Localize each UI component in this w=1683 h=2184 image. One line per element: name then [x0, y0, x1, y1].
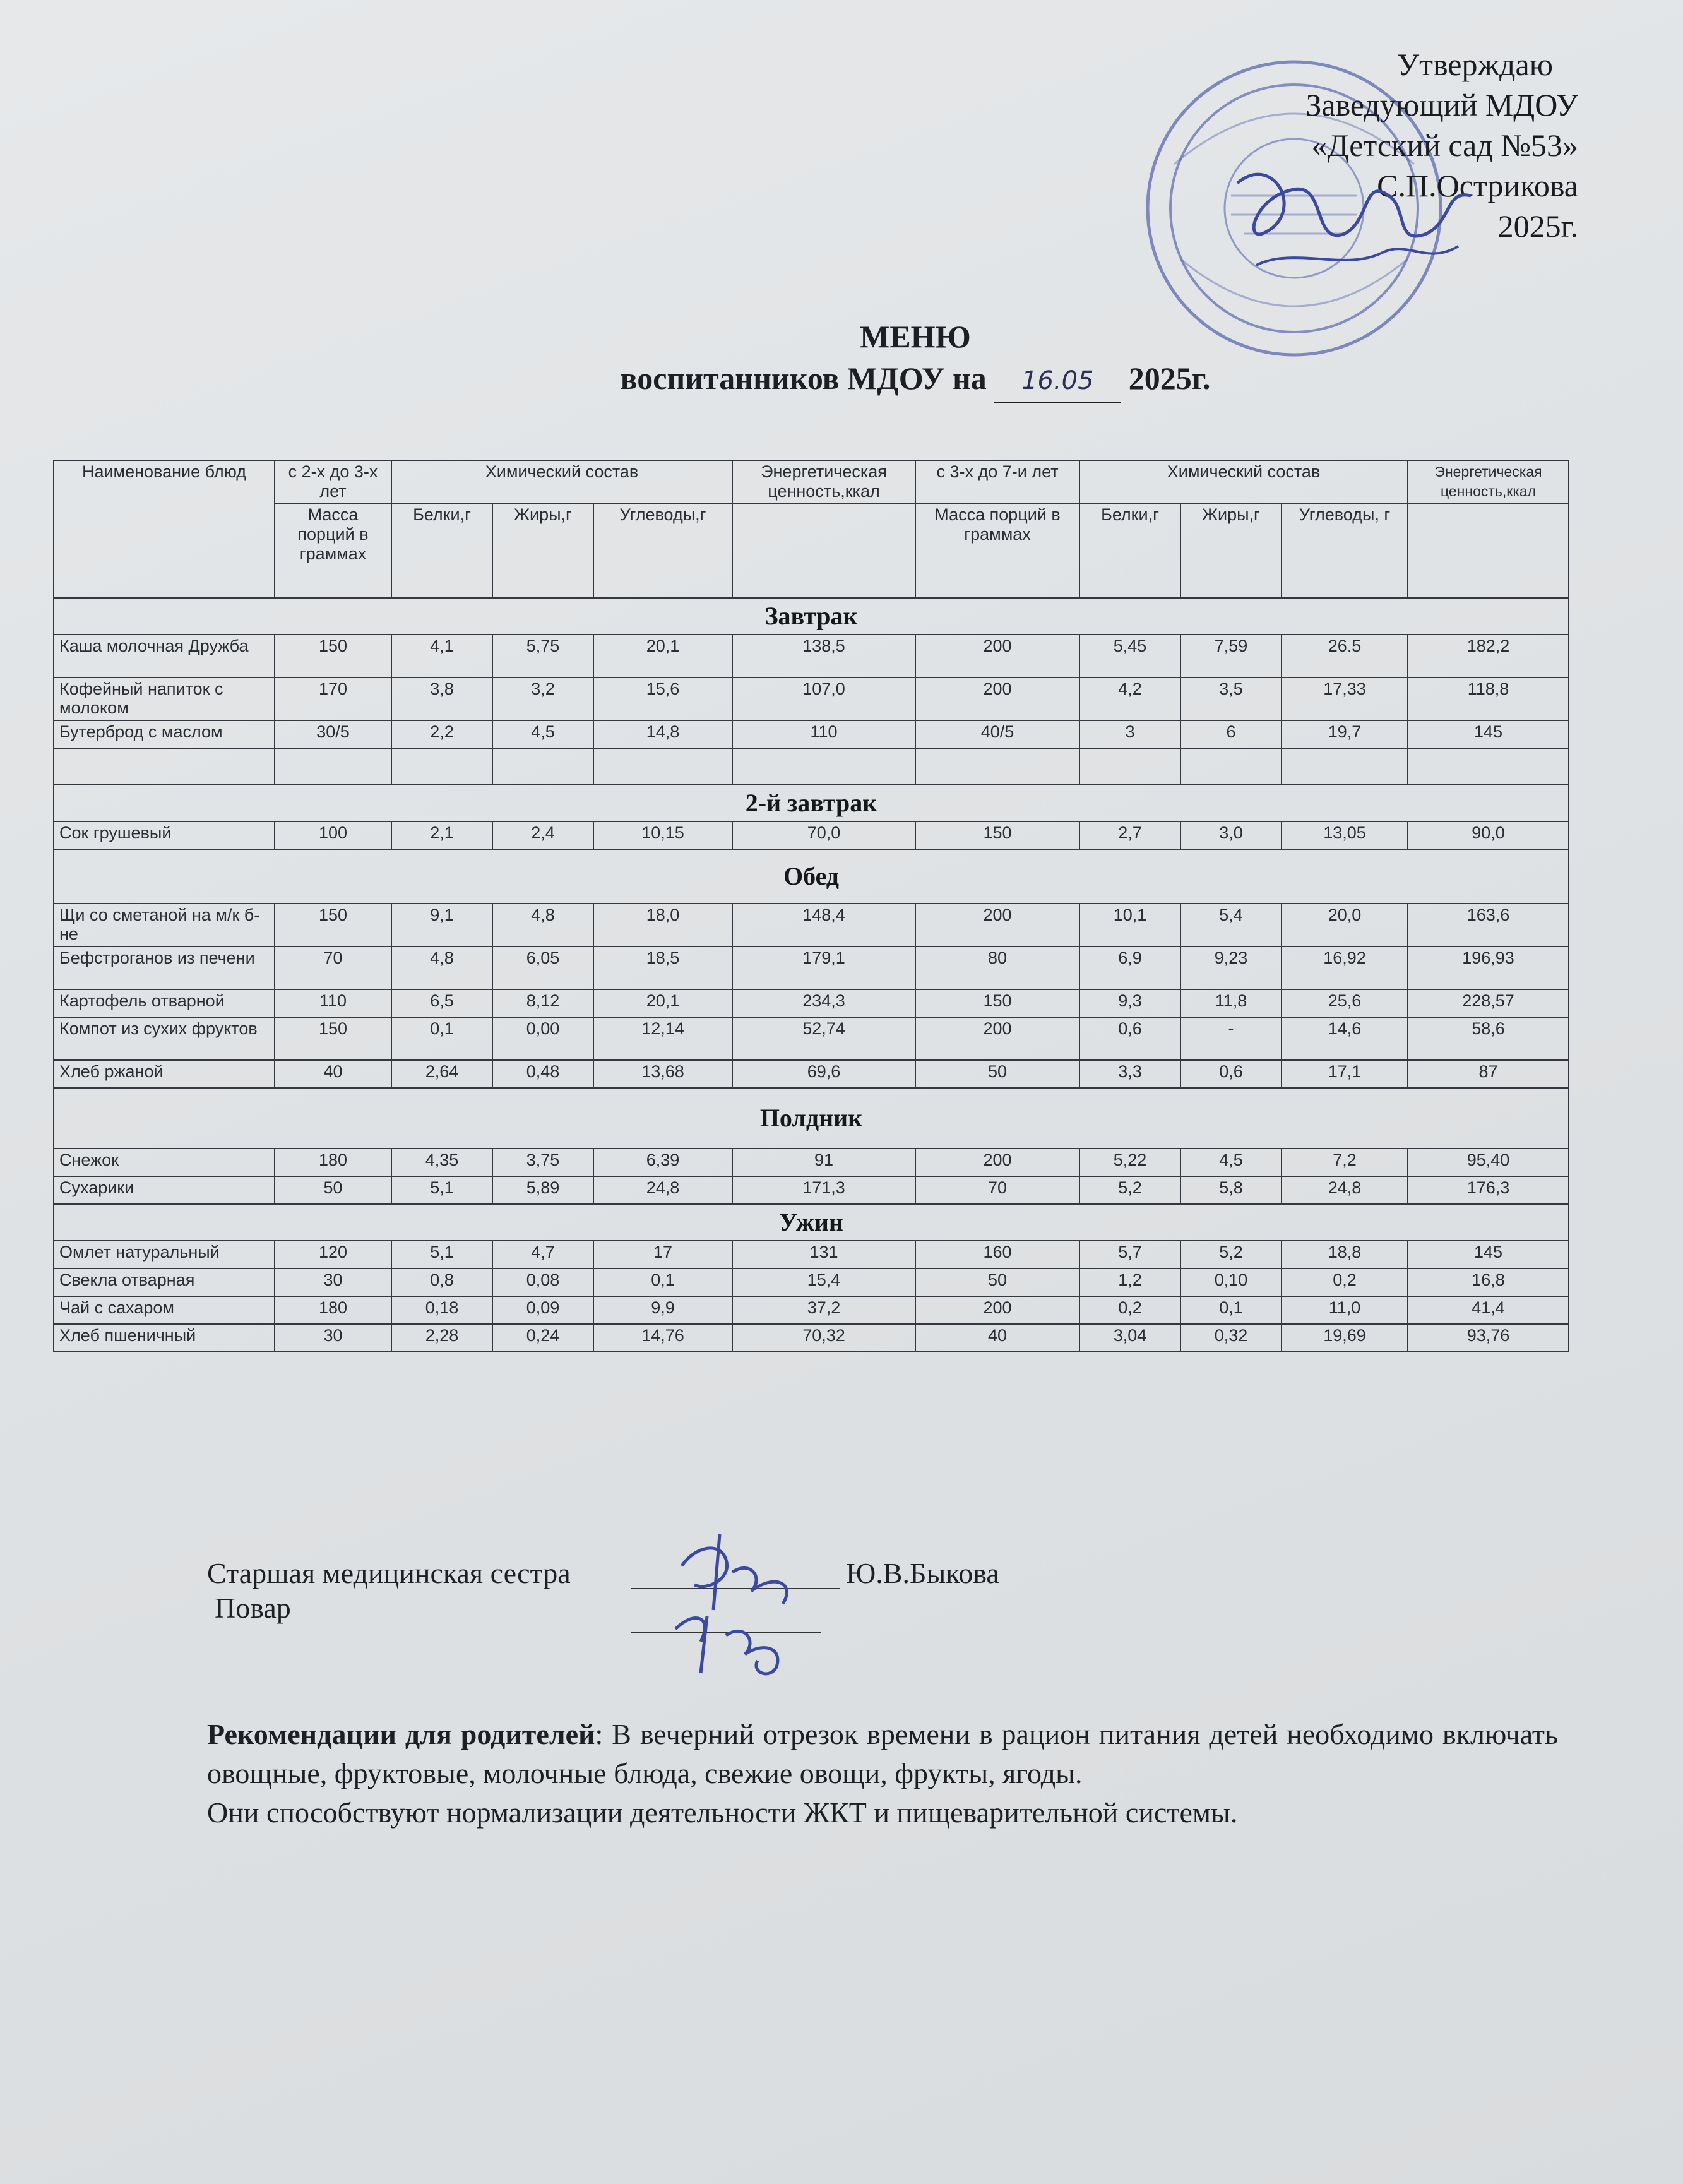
table-cell: 196,93	[1408, 946, 1569, 989]
table-header-row-1	[54, 460, 1569, 503]
table-cell: 25,6	[1282, 989, 1408, 1017]
table-cell: 131	[732, 1241, 915, 1268]
table-cell: 20,1	[593, 635, 732, 677]
dinner-rows	[54, 1241, 1569, 1352]
table-cell: 2,28	[391, 1324, 492, 1352]
table-cell: 8,12	[492, 989, 593, 1017]
handwritten-signature-icon	[657, 1522, 821, 1686]
table-cell: 5,1	[391, 1176, 492, 1204]
table-cell: 24,8	[1282, 1176, 1408, 1204]
table-cell: 0,8	[391, 1268, 492, 1296]
table-cell: 30	[275, 1324, 391, 1352]
menu-table	[53, 460, 1569, 1352]
table-cell: 150	[275, 635, 391, 677]
header-carb-2: Углеводы, г	[1282, 503, 1408, 598]
title-suffix: 2025г.	[1128, 361, 1211, 396]
dish-name: Омлет натуральный	[54, 1241, 275, 1268]
dish-name: Хлеб пшеничный	[54, 1324, 275, 1352]
table-cell: 5,75	[492, 635, 593, 677]
section-dinner: Ужин	[54, 1204, 1569, 1241]
table-row	[54, 635, 1569, 677]
dish-name: Картофель отварной	[54, 989, 275, 1017]
table-cell: 176,3	[1408, 1176, 1569, 1204]
table-cell: 4,5	[1180, 1149, 1282, 1176]
recommendations-paragraph-1	[207, 1715, 1558, 1793]
table-row	[54, 677, 1569, 720]
table-cell: 7,2	[1282, 1149, 1408, 1176]
table-cell: 0,18	[391, 1296, 492, 1324]
table-cell: 6,05	[492, 946, 593, 989]
table-cell: 16,8	[1408, 1268, 1569, 1296]
table-cell: 18,8	[1282, 1241, 1408, 1268]
approval-line-1: Утверждаю	[1396, 47, 1553, 82]
table-cell: 3,04	[1079, 1324, 1180, 1352]
table-cell: 150	[915, 821, 1079, 849]
table-cell: 0,09	[492, 1296, 593, 1324]
table-cell: 171,3	[732, 1176, 915, 1204]
table-row	[54, 1241, 1569, 1268]
table-cell: 3,5	[1180, 677, 1282, 720]
table-cell: 160	[915, 1241, 1079, 1268]
table-cell: 13,05	[1282, 821, 1408, 849]
table-cell: 10,15	[593, 821, 732, 849]
table-cell: 200	[915, 1149, 1079, 1176]
table-cell: 170	[275, 677, 391, 720]
table-cell: 14,76	[593, 1324, 732, 1352]
table-cell: 200	[915, 635, 1079, 677]
header-carb-1: Углеводы,г	[593, 503, 732, 598]
table-cell: 182,2	[1408, 635, 1569, 677]
dish-name: Бутерброд с маслом	[54, 720, 275, 748]
section-lunch: Обед	[54, 849, 1569, 904]
dish-name: Бефстроганов из печени	[54, 946, 275, 989]
table-cell: 148,4	[732, 904, 915, 946]
table-cell: 9,9	[593, 1296, 732, 1324]
nurse-name: Ю.В.Быкова	[846, 1557, 999, 1589]
table-cell: 14,8	[593, 720, 732, 748]
table-cell: 2,1	[391, 821, 492, 849]
table-cell: 40	[915, 1324, 1079, 1352]
table-cell: 80	[915, 946, 1079, 989]
dish-name: Сухарики	[54, 1176, 275, 1204]
table-cell: 93,76	[1408, 1324, 1569, 1352]
table-row	[54, 946, 1569, 989]
nurse-label: Старшая медицинская сестра	[207, 1557, 571, 1589]
table-cell: 0,00	[492, 1017, 593, 1060]
table-cell: 9,1	[391, 904, 492, 946]
section-breakfast: Завтрак	[54, 598, 1569, 635]
table-row-empty	[54, 748, 1569, 785]
table-cell: 30/5	[275, 720, 391, 748]
table-cell: -	[1180, 1017, 1282, 1060]
header-chem-1: Химический состав	[391, 460, 732, 503]
table-row	[54, 1017, 1569, 1060]
snack-rows	[54, 1149, 1569, 1204]
table-cell: 6,39	[593, 1149, 732, 1176]
table-cell: 2,2	[391, 720, 492, 748]
table-row	[54, 1149, 1569, 1176]
title-menu: МЕНЮ	[860, 319, 971, 354]
cook-label: Повар	[215, 1592, 291, 1624]
table-cell: 3,3	[1079, 1060, 1180, 1088]
table-cell: 200	[915, 1296, 1079, 1324]
dish-name: Хлеб ржаной	[54, 1060, 275, 1088]
table-cell: 40/5	[915, 720, 1079, 748]
table-cell: 9,3	[1079, 989, 1180, 1017]
header-mass-2: Масса порций в граммах	[915, 503, 1079, 598]
dish-name: Свекла отварная	[54, 1268, 275, 1296]
table-cell: 4,2	[1079, 677, 1180, 720]
table-cell: 0,1	[593, 1268, 732, 1296]
table-cell: 0,10	[1180, 1268, 1282, 1296]
table-cell: 15,6	[593, 677, 732, 720]
section-snack: Полдник	[54, 1088, 1569, 1149]
table-cell: 145	[1408, 1241, 1569, 1268]
header-energy-1: Энергетическая ценность,ккал	[732, 460, 915, 503]
table-cell: 70,0	[732, 821, 915, 849]
recommendations-heading: Рекомендации для родителей	[207, 1718, 595, 1750]
header-fat-2: Жиры,г	[1180, 503, 1282, 598]
table-cell: 50	[915, 1060, 1079, 1088]
table-cell: 4,8	[492, 904, 593, 946]
header-age-2: с 3-х до 7-и лет	[915, 460, 1079, 503]
dish-name: Компот из сухих фруктов	[54, 1017, 275, 1060]
table-cell: 69,6	[732, 1060, 915, 1088]
recommendations-text-1: : В вечерний отрезок времени в рацион питания детей необходимо включать овощные, фруктовые, молочные блюда, свежие овощи, фрукты, ягоды.	[207, 1718, 1558, 1789]
table-cell: 11,8	[1180, 989, 1282, 1017]
table-cell: 24,8	[593, 1176, 732, 1204]
table-row	[54, 989, 1569, 1017]
table-row	[54, 1296, 1569, 1324]
table-cell: 9,23	[1180, 946, 1282, 989]
table-row	[54, 821, 1569, 849]
table-cell: 17,33	[1282, 677, 1408, 720]
table-cell: 3,8	[391, 677, 492, 720]
table-row	[54, 1324, 1569, 1352]
table-cell: 4,5	[492, 720, 593, 748]
table-cell: 70	[275, 946, 391, 989]
table-cell: 26.5	[1282, 635, 1408, 677]
table-cell: 5,89	[492, 1176, 593, 1204]
table-row	[54, 904, 1569, 946]
header-energy-2-empty	[1408, 503, 1569, 598]
table-cell: 91	[732, 1149, 915, 1176]
table-cell: 40	[275, 1060, 391, 1088]
header-energy-2: Энергетическая ценность,ккал	[1408, 460, 1569, 503]
table-cell: 70	[915, 1176, 1079, 1204]
table-row	[54, 1060, 1569, 1088]
title-prefix: воспитанников МДОУ на	[620, 361, 987, 396]
table-cell: 10,1	[1079, 904, 1180, 946]
table-cell: 15,4	[732, 1268, 915, 1296]
recommendations	[207, 1715, 1558, 1832]
table-cell: 180	[275, 1149, 391, 1176]
table-cell: 4,1	[391, 635, 492, 677]
table-cell: 0,1	[391, 1017, 492, 1060]
table-cell: 4,7	[492, 1241, 593, 1268]
table-cell: 19,69	[1282, 1324, 1408, 1352]
table-cell: 0,2	[1079, 1296, 1180, 1324]
table-cell: 41,4	[1408, 1296, 1569, 1324]
table-cell: 90,0	[1408, 821, 1569, 849]
table-cell: 87	[1408, 1060, 1569, 1088]
table-cell: 6,5	[391, 989, 492, 1017]
table-cell: 0,6	[1180, 1060, 1282, 1088]
approval-line-5: 2025г.	[1497, 208, 1578, 244]
table-cell: 14,6	[1282, 1017, 1408, 1060]
dish-name: Сок грушевый	[54, 821, 275, 849]
dish-name: Каша молочная Дружба	[54, 635, 275, 677]
table-row	[54, 1268, 1569, 1296]
table-cell: 150	[275, 1017, 391, 1060]
dish-name: Снежок	[54, 1149, 275, 1176]
table-cell: 3,0	[1180, 821, 1282, 849]
table-cell: 5,2	[1180, 1241, 1282, 1268]
approval-line-3: «Детский сад №53»	[1311, 128, 1578, 163]
dish-name: Кофейный напиток с молоком	[54, 677, 275, 720]
table-cell: 228,57	[1408, 989, 1569, 1017]
breakfast-rows	[54, 635, 1569, 748]
table-cell: 19,7	[1282, 720, 1408, 748]
table-cell: 17	[593, 1241, 732, 1268]
table-cell: 2,4	[492, 821, 593, 849]
table-cell: 16,92	[1282, 946, 1408, 989]
header-protein-1: Белки,г	[391, 503, 492, 598]
table-cell: 20,1	[593, 989, 732, 1017]
table-cell: 107,0	[732, 677, 915, 720]
table-cell: 58,6	[1408, 1017, 1569, 1060]
header-chem-2: Химический состав	[1079, 460, 1408, 503]
section-breakfast-2: 2-й завтрак	[54, 785, 1569, 821]
header-protein-2: Белки,г	[1079, 503, 1180, 598]
table-cell: 5,22	[1079, 1149, 1180, 1176]
table-cell: 0,48	[492, 1060, 593, 1088]
table-cell: 50	[275, 1176, 391, 1204]
table-cell: 200	[915, 904, 1079, 946]
table-cell: 180	[275, 1296, 391, 1324]
header-age-1: с 2-х до 3-х лет	[275, 460, 391, 503]
table-cell: 2,7	[1079, 821, 1180, 849]
table-cell: 120	[275, 1241, 391, 1268]
table-row	[54, 720, 1569, 748]
table-cell: 18,5	[593, 946, 732, 989]
recommendations-paragraph-2: Они способствуют нормализации деятельности ЖКТ и пищеварительной системы.	[207, 1796, 1238, 1829]
table-cell: 18,0	[593, 904, 732, 946]
table-cell: 95,40	[1408, 1149, 1569, 1176]
table-cell: 11,0	[1282, 1296, 1408, 1324]
table-cell: 2,64	[391, 1060, 492, 1088]
title-subtitle	[442, 357, 1389, 403]
approval-line-2: Заведующий МДОУ	[1305, 87, 1578, 122]
page-title	[442, 316, 1389, 403]
table-cell: 12,14	[593, 1017, 732, 1060]
table-cell: 6	[1180, 720, 1282, 748]
table-cell: 50	[915, 1268, 1079, 1296]
table-cell: 30	[275, 1268, 391, 1296]
table-cell: 1,2	[1079, 1268, 1180, 1296]
table-cell: 17,1	[1282, 1060, 1408, 1088]
table-cell: 4,8	[391, 946, 492, 989]
table-cell: 150	[915, 989, 1079, 1017]
table-cell: 163,6	[1408, 904, 1569, 946]
table-cell: 0,2	[1282, 1268, 1408, 1296]
table-cell: 100	[275, 821, 391, 849]
table-cell: 179,1	[732, 946, 915, 989]
header-mass-1: Масса порций в граммах	[275, 503, 391, 598]
table-cell: 70,32	[732, 1324, 915, 1352]
table-cell: 145	[1408, 720, 1569, 748]
table-cell: 5,8	[1180, 1176, 1282, 1204]
table-cell: 0,24	[492, 1324, 593, 1352]
table-cell: 52,74	[732, 1017, 915, 1060]
table-cell: 110	[732, 720, 915, 748]
table-cell: 200	[915, 1017, 1079, 1060]
table-cell: 0,08	[492, 1268, 593, 1296]
table-cell: 0,6	[1079, 1017, 1180, 1060]
menu-date: 16.05	[994, 360, 1121, 403]
table-cell: 5,1	[391, 1241, 492, 1268]
table-cell: 5,7	[1079, 1241, 1180, 1268]
table-cell: 20,0	[1282, 904, 1408, 946]
table-row	[54, 1176, 1569, 1204]
table-cell: 138,5	[732, 635, 915, 677]
header-energy-1-empty	[732, 503, 915, 598]
table-cell: 13,68	[593, 1060, 732, 1088]
table-cell: 5,45	[1079, 635, 1180, 677]
table-cell: 150	[275, 904, 391, 946]
table-cell: 7,59	[1180, 635, 1282, 677]
table-cell: 3	[1079, 720, 1180, 748]
table-cell: 234,3	[732, 989, 915, 1017]
table-cell: 4,35	[391, 1149, 492, 1176]
table-cell: 110	[275, 989, 391, 1017]
table-cell: 3,2	[492, 677, 593, 720]
table-cell: 0,32	[1180, 1324, 1282, 1352]
header-fat-1: Жиры,г	[492, 503, 593, 598]
header-name: Наименование блюд	[54, 460, 275, 598]
table-cell: 5,4	[1180, 904, 1282, 946]
table-header-row-2	[54, 503, 1569, 598]
lunch-rows	[54, 904, 1569, 1088]
table-cell: 118,8	[1408, 677, 1569, 720]
table-cell: 6,9	[1079, 946, 1180, 989]
breakfast2-rows	[54, 821, 1569, 849]
table-cell: 37,2	[732, 1296, 915, 1324]
director-signature-icon	[1218, 139, 1484, 290]
table-cell: 5,2	[1079, 1176, 1180, 1204]
table-cell: 0,1	[1180, 1296, 1282, 1324]
approval-line-4: С.П.Острикова	[1377, 168, 1578, 203]
table-cell: 200	[915, 677, 1079, 720]
dish-name: Чай с сахаром	[54, 1296, 275, 1324]
table-cell: 3,75	[492, 1149, 593, 1176]
dish-name: Щи со сметаной на м/к б-не	[54, 904, 275, 946]
